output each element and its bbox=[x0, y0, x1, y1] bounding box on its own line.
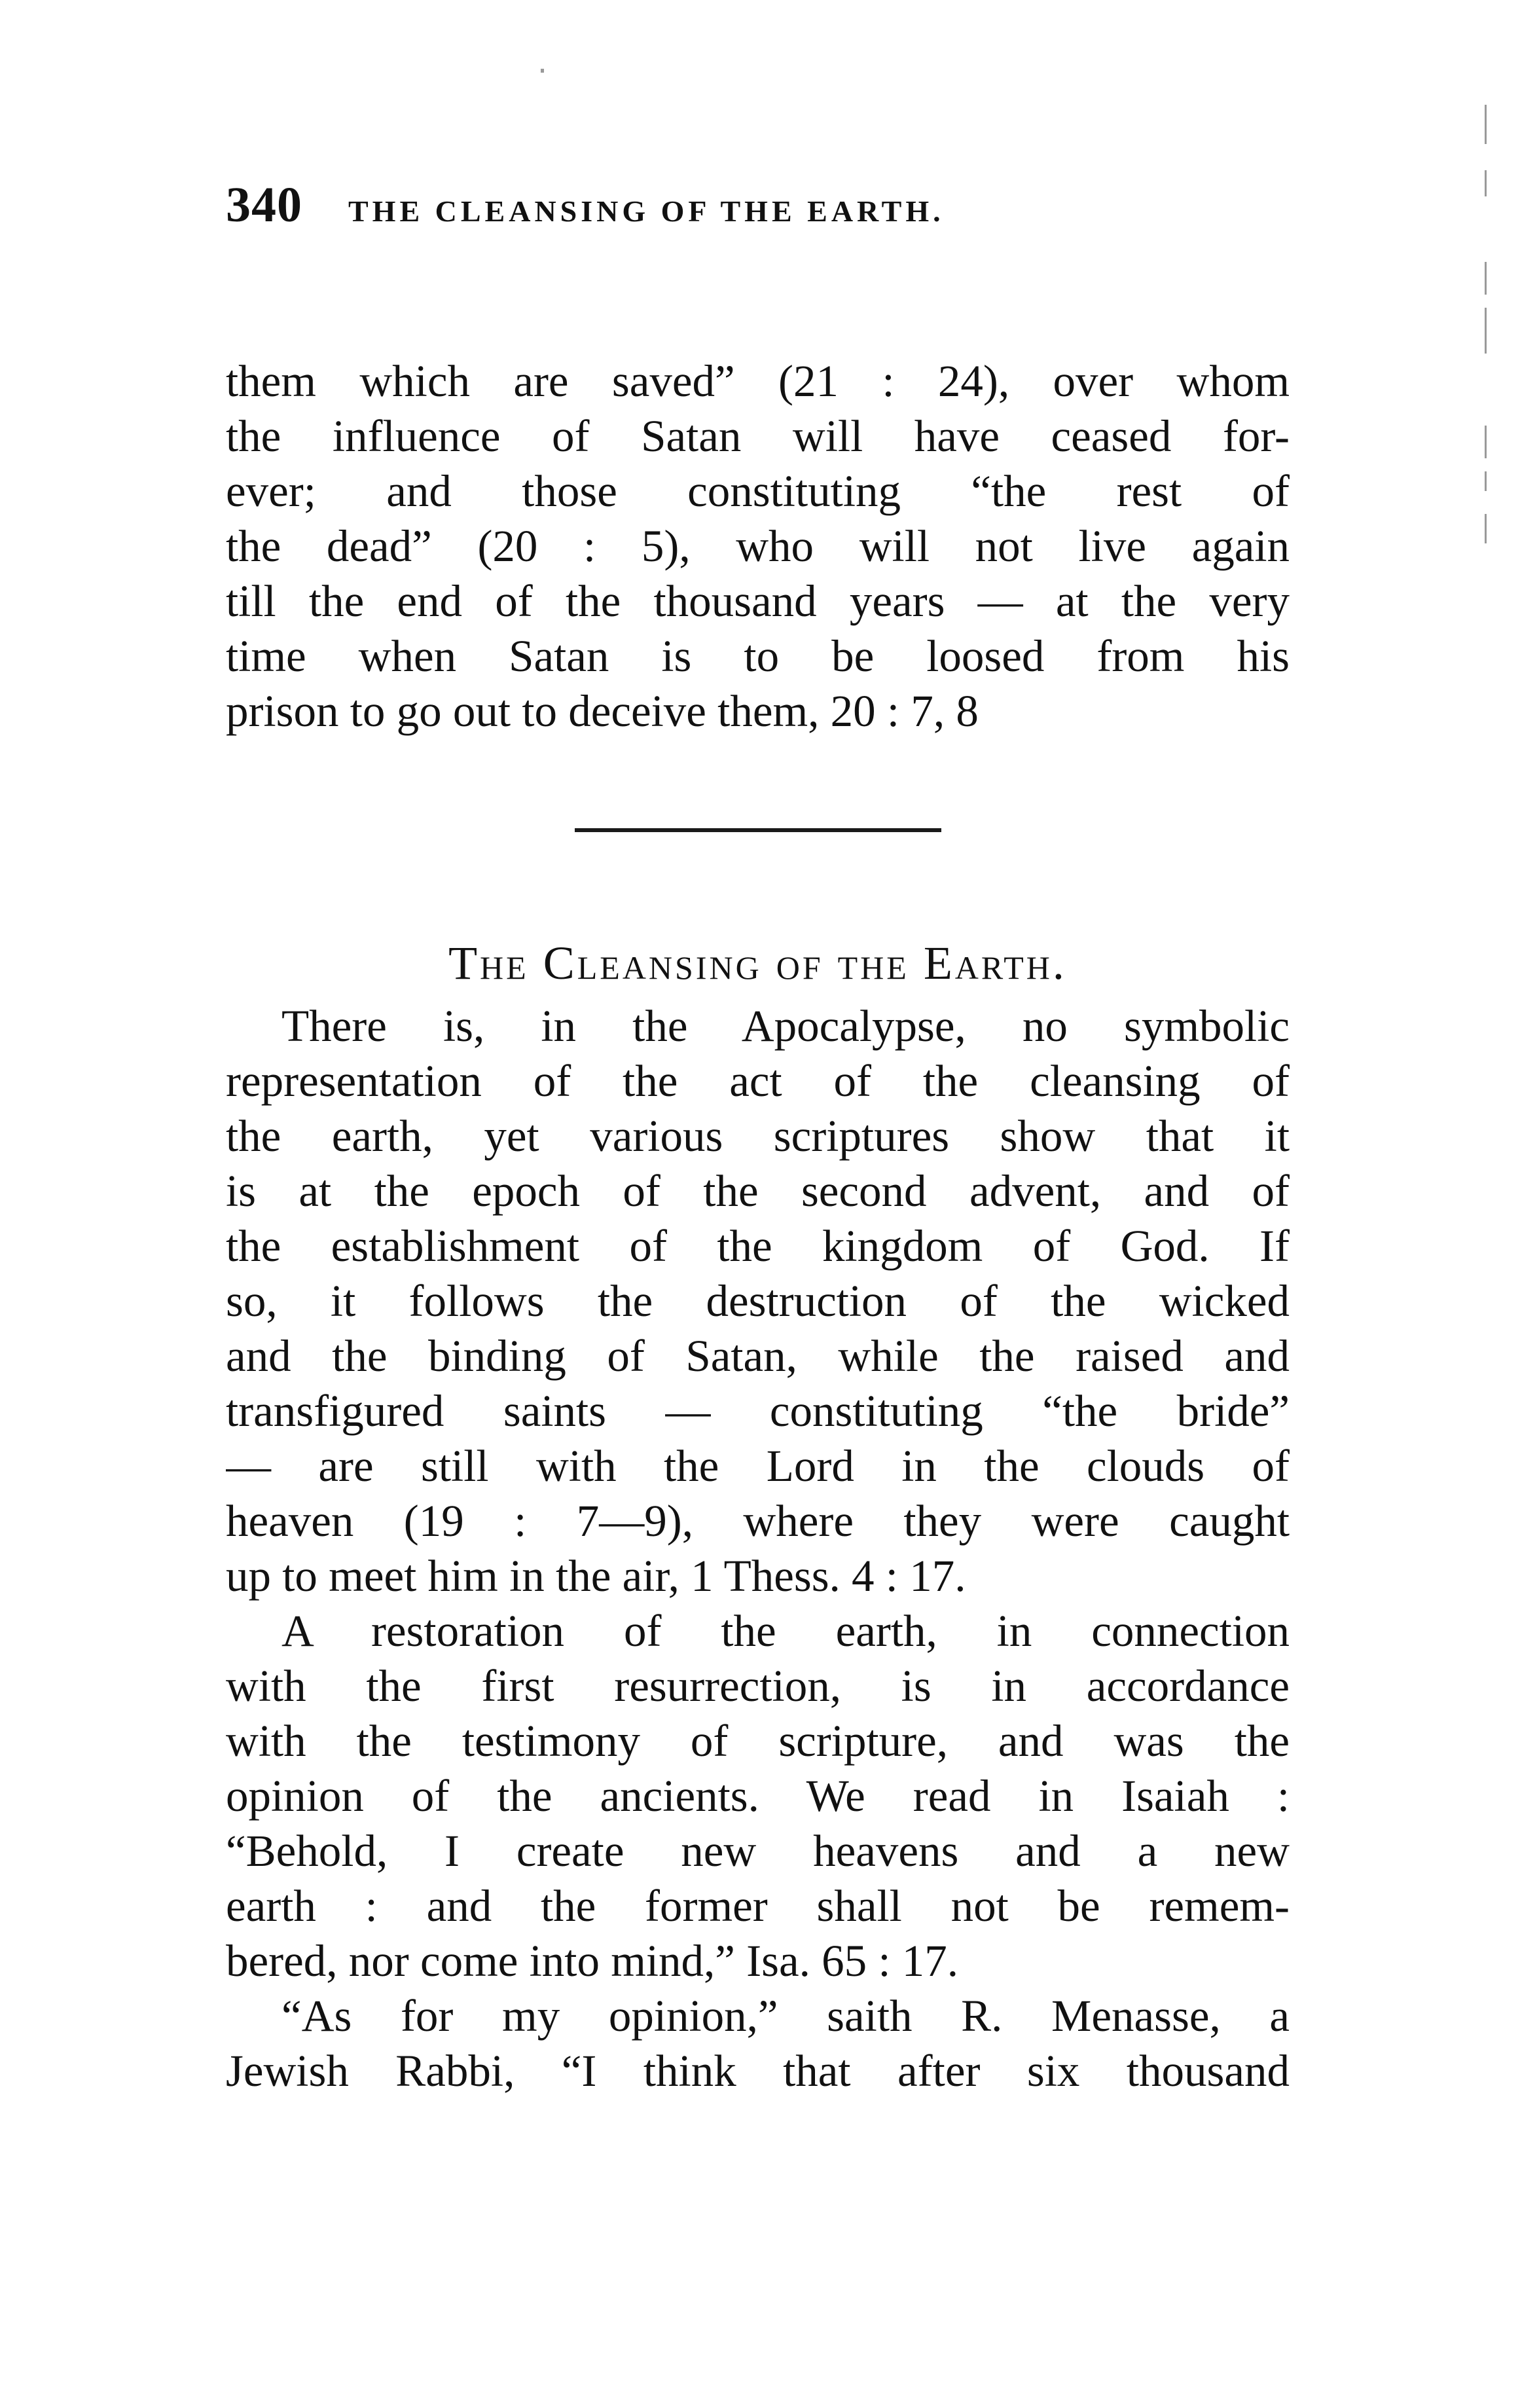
paragraph bbox=[226, 1988, 1290, 2098]
text-line: up to meet him in the air, 1 Thess. 4 : 17. bbox=[226, 1551, 966, 1601]
text-line: the establishment of the kingdom of God. If bbox=[226, 1221, 1290, 1271]
scan-artifact-mark bbox=[1485, 426, 1487, 458]
continued-paragraph bbox=[226, 354, 1290, 739]
text-line: the earth, yet various scriptures show that it bbox=[226, 1111, 1290, 1161]
scan-artifact-mark bbox=[1485, 471, 1487, 491]
text-line: There is, in the Apocalypse, no symbolic bbox=[281, 1001, 1290, 1051]
text-line: earth : and the former shall not be remem- bbox=[226, 1881, 1290, 1931]
text-line: them which are saved” (21 : 24), over whom bbox=[226, 356, 1290, 406]
text-line: Jewish Rabbi, “I think that after six thousand bbox=[226, 2046, 1290, 2096]
page-header bbox=[226, 177, 1290, 249]
text-line: prison to go out to deceive them, 20 : 7, 8 bbox=[226, 686, 979, 736]
section-title: The Cleansing of the Earth. bbox=[448, 937, 1067, 989]
text-line: and the binding of Satan, while the raised and bbox=[226, 1331, 1290, 1381]
book-page bbox=[226, 177, 1290, 2098]
running-head: THE CLEANSING OF THE EARTH. bbox=[348, 194, 945, 228]
scan-artifact-mark bbox=[1485, 262, 1487, 295]
text-line: ever; and those constituting “the rest of bbox=[226, 466, 1290, 516]
text-line: opinion of the ancients. We read in Isaiah : bbox=[226, 1771, 1290, 1821]
text-line: representation of the act of the cleansing of bbox=[226, 1056, 1290, 1106]
text-line: “As for my opinion,” saith R. Menasse, a bbox=[281, 1991, 1290, 2041]
scan-artifact-mark bbox=[1485, 170, 1487, 196]
text-line: heaven (19 : 7—9), where they were caught bbox=[226, 1496, 1290, 1546]
text-line: is at the epoch of the second advent, and of bbox=[226, 1166, 1290, 1216]
text-line: the dead” (20 : 5), who will not live again bbox=[226, 521, 1290, 571]
text-line: “Behold, I create new heavens and a new bbox=[226, 1826, 1290, 1876]
section-divider-rule bbox=[575, 828, 941, 832]
text-line: with the testimony of scripture, and was the bbox=[226, 1716, 1290, 1766]
scan-artifact-mark bbox=[541, 69, 544, 73]
text-line: till the end of the thousand years — at the very bbox=[226, 576, 1290, 626]
paragraph bbox=[226, 1603, 1290, 1988]
scan-artifact-mark bbox=[1485, 308, 1487, 354]
scan-artifact-mark bbox=[1485, 105, 1487, 144]
paragraph bbox=[226, 998, 1290, 1603]
section-body bbox=[226, 998, 1290, 2098]
text-line: A restoration of the earth, in connection bbox=[281, 1606, 1290, 1656]
text-line: time when Satan is to be loosed from his bbox=[226, 631, 1290, 681]
text-line: so, it follows the destruction of the wicked bbox=[226, 1276, 1290, 1326]
text-line: — are still with the Lord in the clouds of bbox=[226, 1441, 1290, 1491]
page-number: 340 bbox=[226, 177, 302, 232]
text-line: the influence of Satan will have ceased for- bbox=[226, 411, 1290, 461]
text-line: transfigured saints — constituting “the bride” bbox=[226, 1386, 1290, 1436]
scan-artifact-mark bbox=[1485, 514, 1487, 543]
text-line: with the first resurrection, is in accordance bbox=[226, 1661, 1290, 1711]
text-line: bered, nor come into mind,” Isa. 65 : 17. bbox=[226, 1936, 959, 1986]
